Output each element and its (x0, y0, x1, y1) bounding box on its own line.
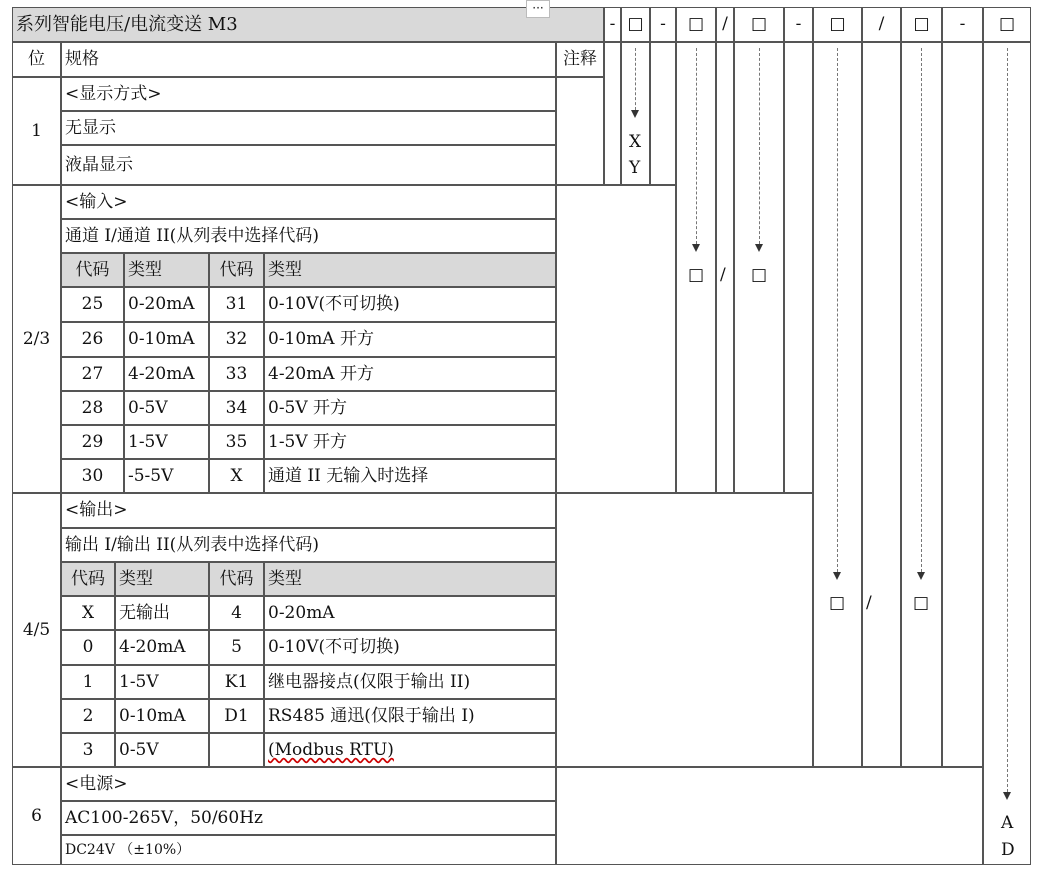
output-2-code-box: □ (913, 593, 930, 613)
output-col-code-1: 代码 (61, 562, 115, 596)
input-2-code-box: □ (751, 265, 768, 285)
input-row-1-code1: 25 (61, 287, 124, 322)
input-row-3-type2: 4-20mA 开方 (264, 357, 556, 391)
section1-note (556, 77, 604, 185)
input-1-arrow-line (696, 48, 697, 244)
output-row-1-code2: 4 (209, 596, 264, 630)
blank-area-section2 (556, 185, 676, 493)
section4-option-dc: DC24V （±10%） (61, 835, 556, 865)
section4-position: 6 (12, 767, 61, 865)
input-col-type-2: 类型 (264, 253, 556, 287)
output-2-arrow-line (921, 48, 922, 572)
display-arrow-head (631, 110, 639, 118)
code-sep-2: - (650, 7, 676, 42)
col-sep-3-body (784, 42, 813, 493)
output-slash: / (866, 593, 872, 613)
code-box-input-1: □ (676, 7, 716, 42)
input-1-code-box: □ (688, 265, 705, 285)
input-row-2-type2: 0-10mA 开方 (264, 322, 556, 357)
page-title-text: 系列智能电压/电流变送 M3 (16, 13, 238, 35)
code-box-display: □ (621, 7, 650, 42)
power-code-a: A (1001, 813, 1014, 833)
section1-option-lcd: 液晶显示 (61, 145, 556, 185)
input-row-2-code2: 32 (209, 322, 264, 357)
output-row-4-type2: RS485 通迅(仅限于输出 I) (264, 699, 556, 733)
output-1-arrow-head (833, 572, 841, 580)
output-row-2-type2: 0-10V(不可切换) (264, 630, 556, 665)
output-2-arrow-head (917, 572, 925, 580)
power-arrow-head (1003, 792, 1011, 800)
input-row-2-code1: 26 (61, 322, 124, 357)
power-arrow-line (1007, 48, 1008, 792)
input-row-4-type1: 0-5V (124, 391, 209, 425)
output-row-5-type1: 0-5V (115, 733, 209, 767)
input-row-6-type2: 通道 II 无输入时选择 (264, 459, 556, 493)
output-row-2-code1: 0 (61, 630, 115, 665)
modbus-rtu-text: (Modbus RTU) (268, 739, 394, 760)
input-row-2-type1: 0-10mA (124, 322, 209, 357)
more-options-button[interactable]: ··· (526, 0, 550, 18)
output-1-code-box: □ (829, 593, 846, 613)
blank-area-section4 (556, 767, 983, 865)
input-col-code-2: 代码 (209, 253, 264, 287)
output-row-4-type1: 0-10mA (115, 699, 209, 733)
code-slash-2: / (862, 7, 901, 42)
section1-position: 1 (12, 77, 61, 185)
section3-title: <输出> (61, 493, 556, 528)
output-col-code-2: 代码 (209, 562, 264, 596)
input-2-arrow-line (759, 48, 760, 244)
display-code-y: Y (629, 158, 641, 178)
section3-position: 4/5 (12, 493, 61, 767)
input-row-1-type1: 0-20mA (124, 287, 209, 322)
code-box-power: □ (983, 7, 1031, 42)
output-row-2-code2: 5 (209, 630, 264, 665)
code-box-output-2: □ (901, 7, 942, 42)
section2-subtitle: 通道 I/通道 II(从列表中选择代码) (61, 219, 556, 253)
input-row-6-code1: 30 (61, 459, 124, 493)
section4-option-ac: AC100-265V，50/60Hz (61, 801, 556, 835)
input-row-6-code2: X (209, 459, 264, 493)
input-row-5-code1: 29 (61, 425, 124, 459)
code-sep-4: - (942, 7, 983, 42)
input-col-code-1: 代码 (61, 253, 124, 287)
code-box-output-1: □ (813, 7, 862, 42)
col-sep-2-body (650, 42, 676, 185)
output-row-1-code1: X (61, 596, 115, 630)
section1-title: <显示方式> (61, 77, 556, 111)
output-row-3-code2: K1 (209, 665, 264, 699)
output-row-5-code1: 3 (61, 733, 115, 767)
code-sep-1: - (604, 7, 621, 42)
display-arrow-line (635, 48, 636, 110)
input-row-3-code1: 27 (61, 357, 124, 391)
display-code-x: X (629, 132, 642, 152)
input-row-5-type1: 1-5V (124, 425, 209, 459)
section4-title: <电源> (61, 767, 556, 801)
header-spec: 规格 (61, 42, 556, 77)
section2-position: 2/3 (12, 185, 61, 493)
input-row-1-type2: 0-10V(不可切换) (264, 287, 556, 322)
input-row-6-type1: -5-5V (124, 459, 209, 493)
input-row-1-code2: 31 (209, 287, 264, 322)
section1-option-no-display: 无显示 (61, 111, 556, 145)
blank-area-section3 (556, 493, 813, 767)
section2-title: <输入> (61, 185, 556, 219)
output-row-5-type2 (264, 733, 556, 767)
output-row-1-type2: 0-20mA (264, 596, 556, 630)
output-row-2-type1: 4-20mA (115, 630, 209, 665)
power-code-d: D (1001, 840, 1015, 860)
code-sep-3: - (784, 7, 813, 42)
input-2-arrow-head (755, 244, 763, 252)
page-title (12, 7, 604, 42)
input-row-4-code2: 34 (209, 391, 264, 425)
input-row-5-type2: 1-5V 开方 (264, 425, 556, 459)
output-1-arrow-line (837, 48, 838, 572)
output-row-1-type1: 无输出 (115, 596, 209, 630)
col-slash-2-body (862, 42, 901, 767)
header-position: 位 (12, 42, 61, 77)
input-1-arrow-head (692, 244, 700, 252)
output-col-type-2: 类型 (264, 562, 556, 596)
output-col-type-1: 类型 (115, 562, 209, 596)
code-box-input-2: □ (734, 7, 784, 42)
input-slash: / (720, 265, 726, 285)
col-sep-1-body (604, 42, 621, 185)
input-row-4-code1: 28 (61, 391, 124, 425)
header-note: 注释 (556, 42, 604, 77)
output-row-3-type2: 继电器接点(仅限于输出 II) (264, 665, 556, 699)
output-row-3-type1: 1-5V (115, 665, 209, 699)
input-row-3-type1: 4-20mA (124, 357, 209, 391)
input-row-4-type2: 0-5V 开方 (264, 391, 556, 425)
input-row-5-code2: 35 (209, 425, 264, 459)
output-row-5-code2 (209, 733, 264, 767)
input-row-3-code2: 33 (209, 357, 264, 391)
output-row-3-code1: 1 (61, 665, 115, 699)
col-sep-4-body (942, 42, 983, 767)
output-row-4-code2: D1 (209, 699, 264, 733)
section3-subtitle: 输出 I/输出 II(从列表中选择代码) (61, 528, 556, 562)
code-slash-1: / (716, 7, 734, 42)
input-col-type-1: 类型 (124, 253, 209, 287)
output-row-4-code1: 2 (61, 699, 115, 733)
